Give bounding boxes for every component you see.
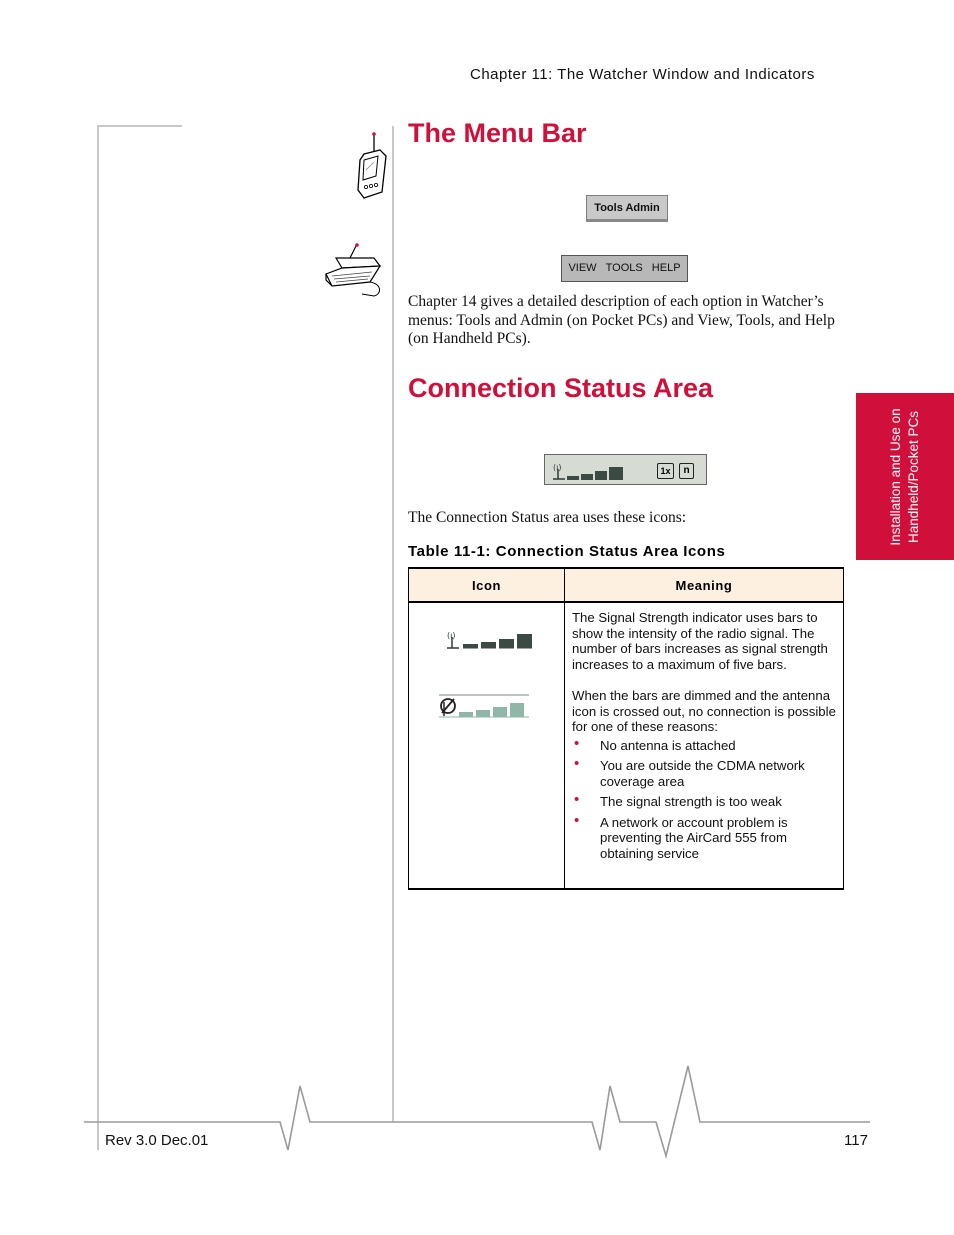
list-item: • No antenna is attached [574,734,736,753]
menu-tools-handheld[interactable]: TOOLS [605,262,643,274]
svg-text:(ı): (ı) [447,631,456,640]
handheld-pc-menu-bar [561,255,688,282]
side-tab-label: Installation and Use on Handheld/Pocket PCs [888,407,921,546]
section-title-connection-status: Connection Status Area [408,373,714,403]
column-header-meaning: Meaning [565,568,844,602]
status-n-icon: n [679,463,694,479]
footer-page-number: 117 [844,1132,868,1149]
connection-status-description: The Connection Status area uses these icons: [408,509,687,526]
section-title-menu-bar: The Menu Bar [408,118,587,148]
bullet-icon: • [574,755,580,772]
top-left-rule [97,125,182,127]
signal-bars-no-service-icon [439,694,531,720]
footer-revision: Rev 3.0 Dec.01 [105,1132,209,1149]
menu-view[interactable]: VIEW [568,262,597,274]
chapter-side-tab [856,393,954,560]
chapter-header: Chapter 11: The Watcher Window and Indicators [470,66,815,83]
bullet-icon: • [574,791,580,808]
left-margin-rule [97,126,99,1150]
column-header-icon: Icon [409,568,565,602]
handheld-pc-icon [322,240,386,298]
table-row [409,602,844,889]
pocket-pc-menu-bar [586,195,668,222]
icon-cell [409,602,565,889]
meaning-paragraph-2: When the bars are dimmed and the antenna icon is crossed out, no connection is possible for one of these reasons: [572,688,836,734]
menu-help[interactable]: HELP [651,262,681,274]
table-caption: Table 11-1: Connection Status Area Icons [408,543,726,560]
connection-status-table [408,567,844,890]
menu-bar-description: Chapter 14 gives a detailed description of each option in Watcher’s menus: Tools and Admin (on Pocket PCs) and View, Tools, and Help (on Handheld PCs). [408,293,835,347]
meaning-cell [565,602,844,889]
list-item: • You are outside the CDMA network coverage area [574,755,805,789]
menu-admin[interactable]: Admin [625,202,660,214]
list-item: • A network or account problem is preventing the AirCard 555 from obtaining service [574,811,788,861]
svg-text:(ı): (ı) [553,463,562,472]
meaning-paragraph-1: The Signal Strength indicator uses bars to show the intensity of the radio signal. The number of bars increases as signal strength increases to a maximum of five bars. [572,610,828,672]
menu-tools[interactable]: Tools [594,202,623,214]
signal-strength-icon [553,461,629,481]
bullet-icon: • [574,811,580,829]
pocket-pc-icon [350,130,392,202]
table-header-row [409,568,844,602]
status-1x-icon: 1x [657,463,674,479]
connection-status-area-screenshot [544,454,707,485]
signal-bars-active-icon [447,630,537,650]
bullet-icon: • [574,734,580,752]
column-divider-rule [392,126,394,1122]
reasons-list [572,734,836,862]
list-item: • The signal strength is too weak [574,791,782,809]
